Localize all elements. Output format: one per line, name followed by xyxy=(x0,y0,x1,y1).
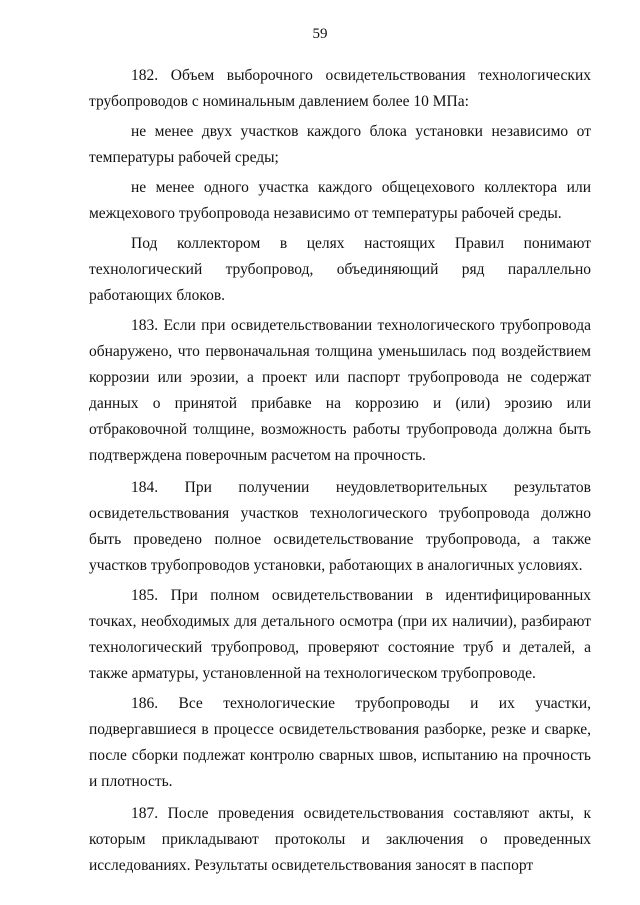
paragraph-186: 186. Все технологические трубопроводы и их участки, подвергавшиеся в процессе освидетельствования разборке, резке и сварке, после сборки подлежат контролю сварных швов, испытанию на прочность и плотность. xyxy=(89,695,591,790)
document-body xyxy=(89,63,591,879)
paragraph-184: 184. При получении неудовлетворительных результатов освидетельствования участков технологического трубопровода должно быть проведено полное освидетельствование трубопровода, а также участков трубопроводов установки, работающих в аналогичных условиях. xyxy=(89,479,591,574)
paragraph-187: 187. После проведения освидетельствования составляют акты, к которым прикладывают протоколы и заключения о проведенных исследованиях. Результаты освидетельствования заносят в паспорт xyxy=(89,805,591,874)
paragraph-182-intro: 182. Объем выборочного освидетельствования технологических трубопроводов с номинальным давлением более 10 МПа: xyxy=(89,67,591,110)
paragraph-185: 185. При полном освидетельствовании в идентифицированных точках, необходимых для детального осмотра (при их наличии), разбирают технологический трубопровод, проверяют состояние труб и деталей, а также арматуры, установленной на технологическом трубопроводе. xyxy=(89,587,591,682)
paragraph-183: 183. Если при освидетельствовании технологического трубопровода обнаружено, что первоначальная толщина уменьшилась под воздействием коррозии или эрозии, а проект или паспорт трубопровода не содержат данных о принятой прибавке на коррозию и (или) эрозию или отбраковочной толщине, возможность работы трубопровода должна быть подтверждена поверочным расчетом на прочность. xyxy=(89,317,591,464)
paragraph-182-item-2: не менее одного участка каждого общецехового коллектора или межцехового трубопровода независимо от температуры рабочей среды. xyxy=(89,179,591,222)
paragraph-182-item-1: не менее двух участков каждого блока установки независимо от температуры рабочей среды; xyxy=(89,123,591,166)
page-number: 59 xyxy=(312,26,328,42)
paragraph-collector-definition: Под коллектором в целях настоящих Правил понимают технологический трубопровод, объединяющий ряд параллельно работающих блоков. xyxy=(89,235,591,304)
